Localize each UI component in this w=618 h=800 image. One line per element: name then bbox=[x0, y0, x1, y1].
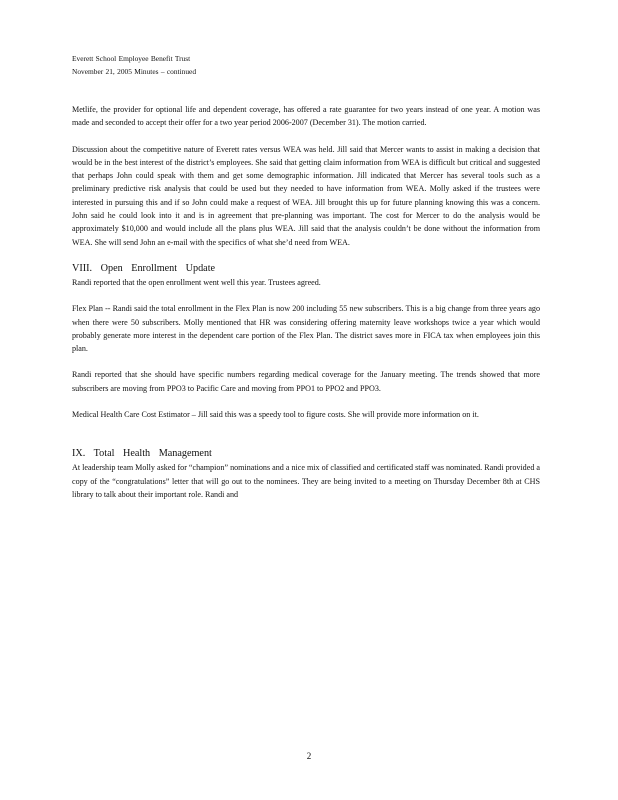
medical-coverage-paragraph: Randi reported that she should have specific numbers regarding medical coverage for the January meeting. The trends showed that more subscribers are moving from PPO3 to Pacific Care and moving from PPO1 to PPO2 and PPO3. bbox=[72, 370, 540, 393]
minutes-body bbox=[72, 103, 540, 501]
header-date-continued: November 21, 2005 Minutes – continued bbox=[72, 67, 197, 76]
page-number: 2 bbox=[306, 751, 312, 761]
open-enrollment-paragraph: Randi reported that the open enrollment went well this year. Trustees agreed. bbox=[72, 277, 321, 287]
header-organization: Everett School Employee Benefit Trust bbox=[72, 54, 191, 63]
flex-plan-paragraph: Flex Plan -- Randi said the total enrollment in the Flex Plan is now 200 including 55 new subscribers. This is a big change from three years ago when there were 50 subscribers. Molly mentioned that HR was considering offering maternity leave workshops twice a year which would probably generate more interest in the dependent care portion of the Flex Plan. The district saves more in FICA tax when employees join this plan. bbox=[72, 304, 540, 354]
cost-estimator-paragraph: Medical Health Care Cost Estimator – Jill said this was a speedy tool to figure costs. She will provide more information on it. bbox=[72, 410, 479, 420]
section-ix-heading: IX. Total Health Management bbox=[72, 448, 212, 460]
total-health-paragraph: At leadership team Molly asked for “champion” nominations and a nice mix of classified and certificated staff was nominated. Randi provided a copy of the “congratulations” letter that will go out to the nominees. They are being invited to a meeting on Thursday December 8th at CHS library to talk about their important role. Randi and bbox=[72, 463, 540, 499]
metlife-paragraph: Metlife, the provider for optional life and dependent coverage, has offered a rate guarantee for two years instead of one year. A motion was made and seconded to accept their offer for a two year period 2006-2007 (December 31). The motion carried. bbox=[72, 105, 540, 128]
wea-discussion-paragraph: Discussion about the competitive nature of Everett rates versus WEA was held. Jill said that Mercer wants to assist in making a decision that would be in the best interest of the district’s employees. She said that getting claim information from WEA is difficult but critical and suggested that perhaps John could speak with them and get some demographic information. Jill indicated that Mercer has several tools such as a preliminary predictive risk analysis that could be used but they needed to have information from WEA. Molly asked if the trustees were interested in pursuing this and if so John could make a request of WEA. Jill brought this up for future planning knowing this was a concern. John said he could look into it and is in agreement that pre-planning was important. The cost for Mercer to do the analysis would be approximately $10,000 and would include all the plans plus WEA. Jill said that the analysis couldn’t be done without the information from WEA. She will send John an e-mail with the specifics of what she’d need from WEA. bbox=[72, 144, 540, 247]
running-header bbox=[72, 52, 196, 78]
section-viii-heading: VIII. Open Enrollment Update bbox=[72, 262, 216, 274]
